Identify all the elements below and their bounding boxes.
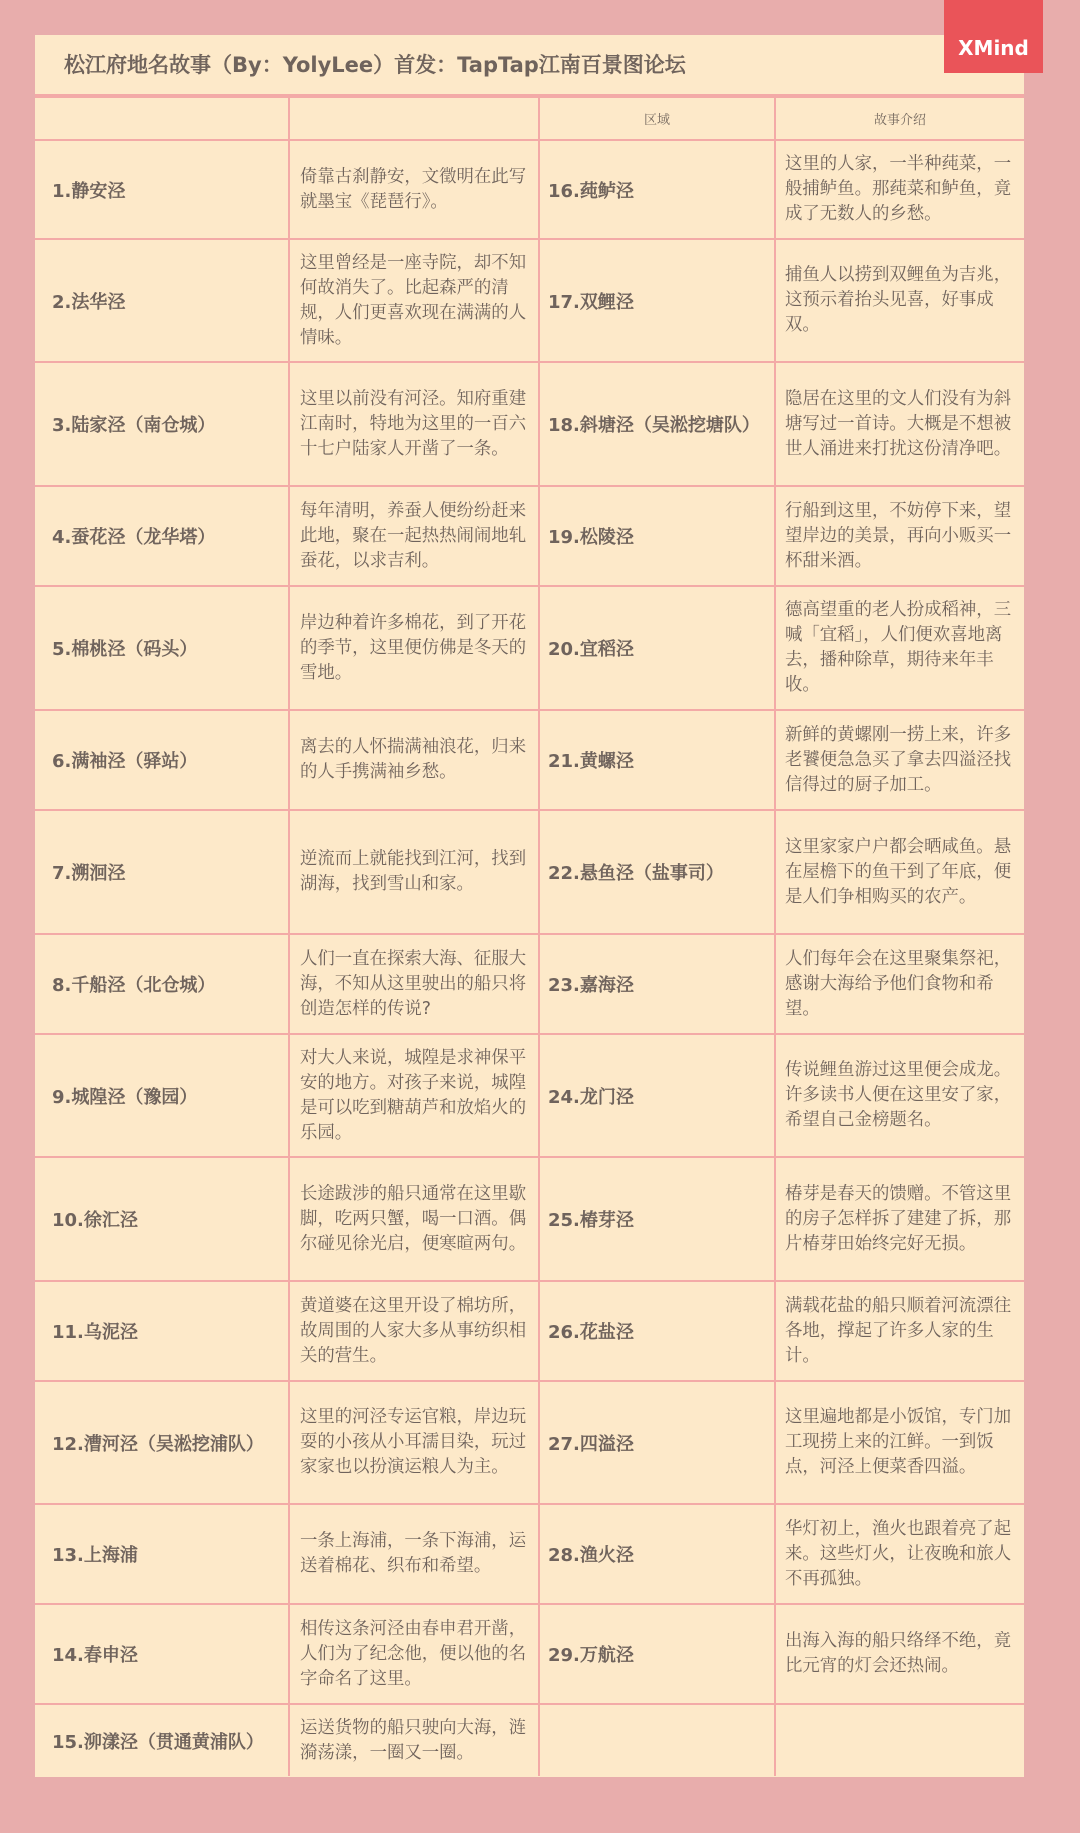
- left-story: 这里的河泾专运官粮，岸边玩耍的小孩从小耳濡目染，玩过家家也以扮演运粮人为主。: [289, 1381, 539, 1504]
- right-place-name: 24.龙门泾: [539, 1034, 775, 1157]
- left-place-name: 12.漕河泾（吴淞挖浦队）: [35, 1381, 289, 1504]
- left-place-name: 9.城隍泾（豫园）: [35, 1034, 289, 1157]
- left-story: 这里以前没有河泾。知府重建江南时，特地为这里的一百六十七户陆家人开凿了一条。: [289, 362, 539, 486]
- right-story: 椿芽是春天的馈赠。不管这里的房子怎样拆了建建了拆，那片椿芽田始终完好无损。: [775, 1157, 1024, 1281]
- table-row: [35, 1704, 1024, 1776]
- table-row: [35, 1157, 1024, 1281]
- left-story: 逆流而上就能找到江河，找到湖海，找到雪山和家。: [289, 810, 539, 934]
- right-place-name: 18.斜塘泾（吴淞挖塘队）: [539, 362, 775, 486]
- left-story: 黄道婆在这里开设了棉坊所，故周围的人家大多从事纺织相关的营生。: [289, 1281, 539, 1381]
- sheet-title: 松江府地名故事（By：YolyLee）首发：TapTap江南百景图论坛: [35, 35, 1024, 96]
- left-place-name: 14.春申泾: [35, 1604, 289, 1704]
- table-row: [35, 710, 1024, 810]
- left-place-name: 13.上海浦: [35, 1504, 289, 1604]
- right-story: 这里家家户户都会晒咸鱼。悬在屋檐下的鱼干到了年底，便是人们争相购买的农产。: [775, 810, 1024, 934]
- story-table: [35, 96, 1024, 1776]
- table-row: [35, 486, 1024, 586]
- right-story: 这里遍地都是小饭馆，专门加工现捞上来的江鲜。一到饭点，河泾上便菜香四溢。: [775, 1381, 1024, 1504]
- left-place-name: 1.静安泾: [35, 140, 289, 239]
- table-row: [35, 1504, 1024, 1604]
- right-story: 出海入海的船只络绎不绝，竟比元宵的灯会还热闹。: [775, 1604, 1024, 1704]
- right-place-name: [539, 1704, 775, 1776]
- table-row: [35, 239, 1024, 362]
- table-row: [35, 1281, 1024, 1381]
- left-place-name: 3.陆家泾（南仓城）: [35, 362, 289, 486]
- table-row: [35, 810, 1024, 934]
- left-story: 运送货物的船只驶向大海，涟漪荡漾，一圈又一圈。: [289, 1704, 539, 1776]
- right-place-name: 20.宜稻泾: [539, 586, 775, 710]
- right-story: 行船到这里，不妨停下来，望望岸边的美景，再向小贩买一杯甜米酒。: [775, 486, 1024, 586]
- right-story: 人们每年会在这里聚集祭祀，感谢大海给予他们食物和希望。: [775, 934, 1024, 1034]
- table-row: [35, 934, 1024, 1034]
- right-place-name: 17.双鲤泾: [539, 239, 775, 362]
- right-place-name: 27.四溢泾: [539, 1381, 775, 1504]
- right-place-name: 29.万航泾: [539, 1604, 775, 1704]
- header-row: [35, 97, 1024, 140]
- left-place-name: 10.徐汇泾: [35, 1157, 289, 1281]
- header-cell-story: 故事介绍: [775, 97, 1024, 140]
- table-row: [35, 362, 1024, 486]
- header-cell-2: [289, 97, 539, 140]
- left-story: 人们一直在探索大海、征服大海，不知从这里驶出的船只将创造怎样的传说?: [289, 934, 539, 1034]
- header-cell-1: [35, 97, 289, 140]
- table-row: [35, 140, 1024, 239]
- right-story: 这里的人家，一半种莼菜，一般捕鲈鱼。那莼菜和鲈鱼，竟成了无数人的乡愁。: [775, 140, 1024, 239]
- right-story: 华灯初上，渔火也跟着亮了起来。这些灯火，让夜晚和旅人不再孤独。: [775, 1504, 1024, 1604]
- right-story: 新鲜的黄螺刚一捞上来，许多老饕便急急买了拿去四溢泾找信得过的厨子加工。: [775, 710, 1024, 810]
- left-place-name: 8.千船泾（北仓城）: [35, 934, 289, 1034]
- left-place-name: 7.溯洄泾: [35, 810, 289, 934]
- left-story: 长途跋涉的船只通常在这里歇脚，吃两只蟹，喝一口酒。偶尔碰见徐光启，便寒暄两句。: [289, 1157, 539, 1281]
- right-place-name: 28.渔火泾: [539, 1504, 775, 1604]
- left-story: 岸边种着许多棉花，到了开花的季节，这里便仿佛是冬天的雪地。: [289, 586, 539, 710]
- left-place-name: 15.泖漾泾（贯通黄浦队）: [35, 1704, 289, 1776]
- table-row: [35, 1034, 1024, 1157]
- right-story: [775, 1704, 1024, 1776]
- right-place-name: 25.椿芽泾: [539, 1157, 775, 1281]
- left-story: 离去的人怀揣满袖浪花，归来的人手携满袖乡愁。: [289, 710, 539, 810]
- left-story: 这里曾经是一座寺院，却不知何故消失了。比起森严的清规，人们更喜欢现在满满的人情味。: [289, 239, 539, 362]
- right-story: 满载花盐的船只顺着河流漂往各地，撑起了许多人家的生计。: [775, 1281, 1024, 1381]
- right-story: 德高望重的老人扮成稻神，三喊「宜稻」，人们便欢喜地离去，播种除草，期待来年丰收。: [775, 586, 1024, 710]
- right-place-name: 23.嘉海泾: [539, 934, 775, 1034]
- right-place-name: 21.黄螺泾: [539, 710, 775, 810]
- right-place-name: 22.悬鱼泾（盐事司）: [539, 810, 775, 934]
- left-place-name: 2.法华泾: [35, 239, 289, 362]
- xmind-logo[interactable]: XMind: [944, 0, 1043, 73]
- right-place-name: 26.花盐泾: [539, 1281, 775, 1381]
- right-story: 捕鱼人以捞到双鲤鱼为吉兆，这预示着抬头见喜，好事成双。: [775, 239, 1024, 362]
- mindmap-sheet: [35, 35, 1024, 1777]
- table-row: [35, 1604, 1024, 1704]
- table-row: [35, 586, 1024, 710]
- left-story: 相传这条河泾由春申君开凿，人们为了纪念他，便以他的名字命名了这里。: [289, 1604, 539, 1704]
- right-place-name: 16.莼鲈泾: [539, 140, 775, 239]
- left-story: 对大人来说，城隍是求神保平安的地方。对孩子来说，城隍是可以吃到糖葫芦和放焰火的乐园。: [289, 1034, 539, 1157]
- left-place-name: 6.满袖泾（驿站）: [35, 710, 289, 810]
- left-story: 每年清明，养蚕人便纷纷赶来此地，聚在一起热热闹闹地轧蚕花，以求吉利。: [289, 486, 539, 586]
- table-row: [35, 1381, 1024, 1504]
- left-place-name: 11.乌泥泾: [35, 1281, 289, 1381]
- left-story: 倚靠古刹静安，文徵明在此写就墨宝《琵琶行》。: [289, 140, 539, 239]
- right-story: 隐居在这里的文人们没有为斜塘写过一首诗。大概是不想被世人涌进来打扰这份清净吧。: [775, 362, 1024, 486]
- left-place-name: 4.蚕花泾（龙华塔）: [35, 486, 289, 586]
- header-cell-region: 区域: [539, 97, 775, 140]
- left-story: 一条上海浦，一条下海浦，运送着棉花、织布和希望。: [289, 1504, 539, 1604]
- right-story: 传说鲤鱼游过这里便会成龙。许多读书人便在这里安了家，希望自己金榜题名。: [775, 1034, 1024, 1157]
- left-place-name: 5.棉桃泾（码头）: [35, 586, 289, 710]
- right-place-name: 19.松陵泾: [539, 486, 775, 586]
